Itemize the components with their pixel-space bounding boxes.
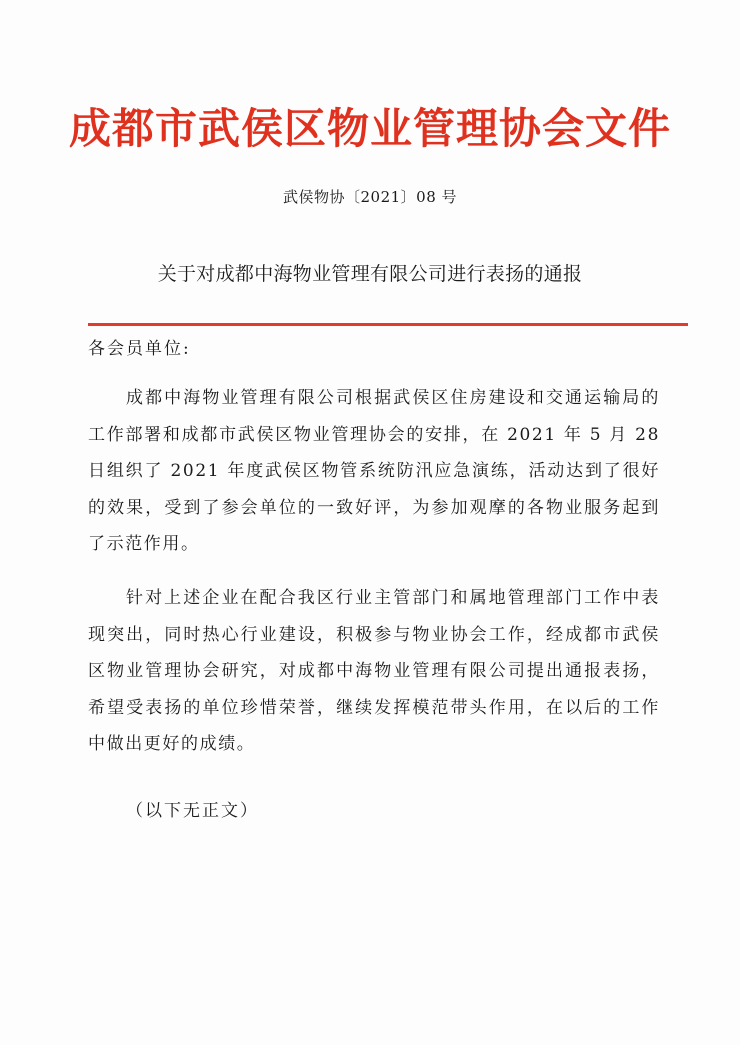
document-number: 武侯物协〔2021〕08 号 [282, 188, 458, 206]
body-paragraph-1: 成都中海物业管理有限公司根据武侯区住房建设和交通运输局的工作部署和成都市武侯区物业管理协会的安排，在 2021 年 5 月 28 日组织了 2021 年度武侯区物管系统防汛应急演练，活动达到了很好的效果，受到了参会单位的一致好评，为参加观摩的各物业服务起到了示范作用。 [88, 388, 660, 554]
red-divider-line [88, 323, 688, 326]
notice-title: 关于对成都中海物业管理有限公司进行表扬的通报 [157, 263, 583, 285]
salutation: 各会员单位: [88, 339, 191, 359]
org-document-header-title: 成都市武侯区物业管理协会文件 [68, 104, 671, 153]
body-paragraph-2: 针对上述企业在配合我区行业主管部门和属地管理部门工作中表现突出，同时热心行业建设，积极参与物业协会工作，经成都市武侯区物业管理协会研究，对成都中海物业管理有限公司提出通报表扬，希望受表扬的单位珍惜荣誉，继续发挥模范带头作用，在以后的工作中做出更好的成绩。 [88, 588, 660, 754]
closing-remark: （以下无正文） [126, 801, 259, 821]
